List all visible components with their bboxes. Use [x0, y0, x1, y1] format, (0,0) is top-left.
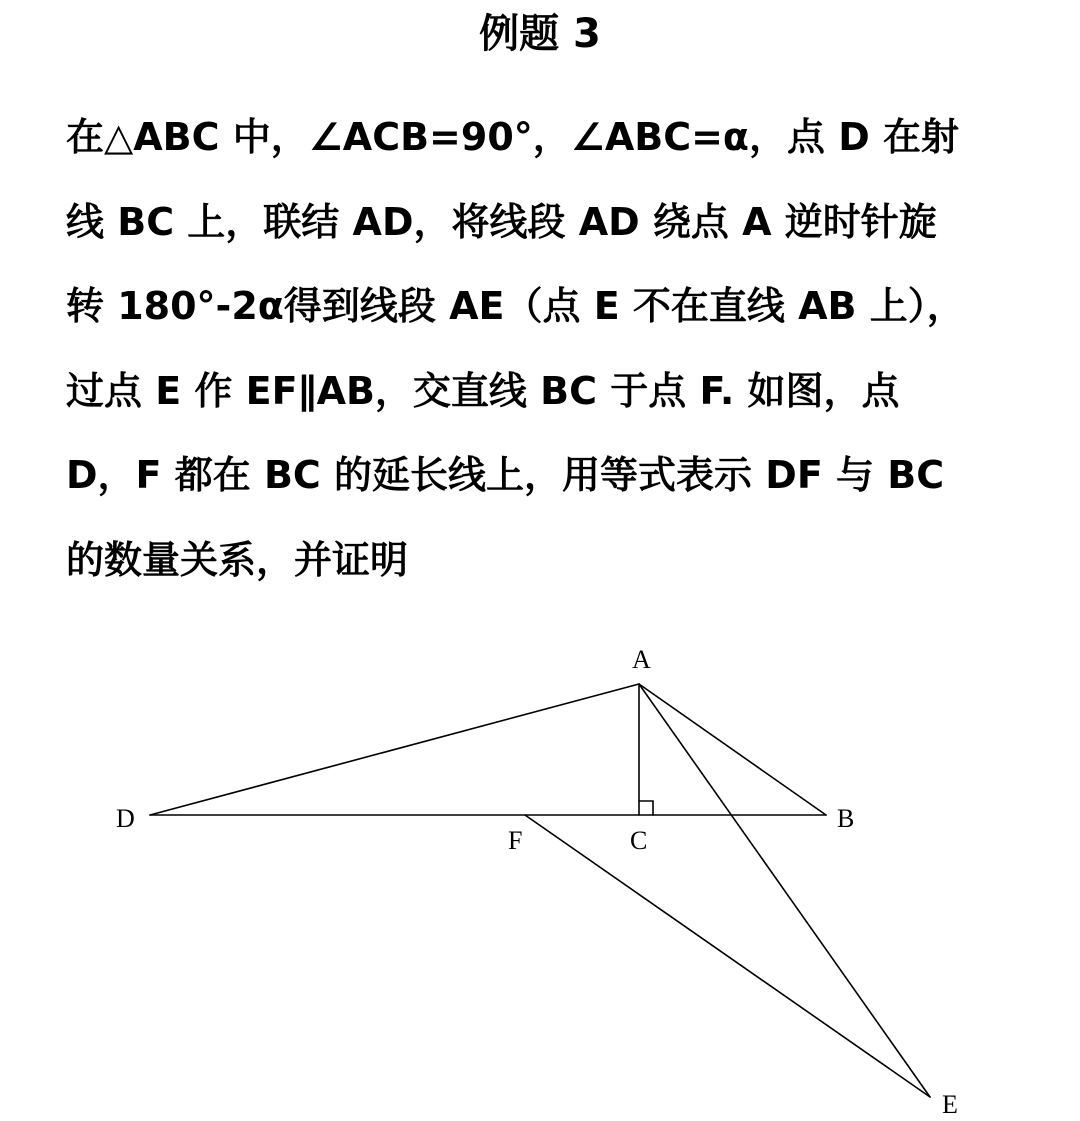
segment-FE — [525, 815, 930, 1097]
label-A: A — [632, 645, 651, 674]
segment-AD — [150, 684, 639, 815]
geometry-svg — [0, 630, 1080, 1121]
problem-line-6: 的数量关系，并证明 — [66, 537, 409, 582]
segment-AB — [639, 684, 826, 815]
label-D: D — [116, 804, 135, 833]
right-angle-mark — [639, 801, 653, 815]
problem-line-4: 过点 E 作 EF∥AB，交直线 BC 于点 F. 如图，点 — [66, 368, 900, 413]
problem-line-1: 在△ABC 中，∠ACB=90°，∠ABC=α，点 D 在射 — [66, 115, 960, 159]
problem-line-2: 线 BC 上，联结 AD，将线段 AD 绕点 A 逆时针旋 — [66, 199, 937, 244]
problem-title: 例题 3 — [479, 11, 601, 57]
problem-line-3: 转 180°-2α得到线段 AE（点 E 不在直线 AB 上）， — [66, 284, 965, 328]
label-F: F — [508, 826, 523, 855]
label-C: C — [630, 826, 648, 855]
geometry-figure — [0, 630, 1080, 1121]
label-B: B — [837, 804, 855, 833]
problem-line-5: D，F 都在 BC 的延长线上，用等式表示 DF 与 BC — [66, 453, 945, 497]
segment-AE — [639, 684, 930, 1097]
label-E: E — [942, 1090, 958, 1119]
problem-statement — [66, 95, 1016, 602]
